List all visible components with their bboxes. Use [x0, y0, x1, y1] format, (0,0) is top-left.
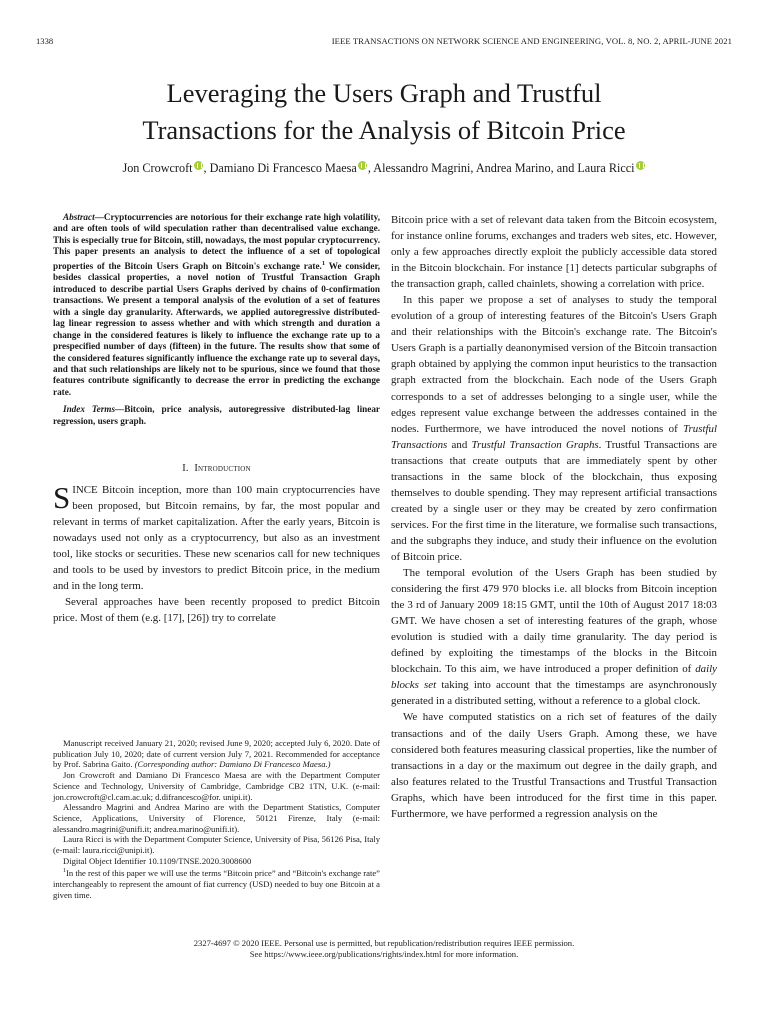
- orcid-icon[interactable]: [636, 161, 645, 170]
- left-column: [53, 212, 380, 626]
- affiliation-2: Alessandro Magrini and Andrea Marino are with the Department Statistics, Computer Science, Applications, University of Florence, 50121 Firenze, Italy (e-mail: alessandro.magrini@unifi.it; andrea.marino@unifi.it).: [53, 802, 380, 834]
- affiliation-3: Laura Ricci is with the Department Computer Science, University of Pisa, 56126 Pisa, Italy (e-mail: laura.ricci@unipi.it).: [53, 834, 380, 856]
- manuscript-note: Manuscript received January 21, 2020; revised June 9, 2020; accepted July 6, 2020. Date of publication July 10, 2020; date of current version July 7, 2021. Recommended for acceptance by Prof. Sabrina Gaito. (Corresponding author: Damiano Di Francesco Maesa.): [53, 738, 380, 770]
- title-line-1: Leveraging the Users Graph and Trustful: [166, 78, 602, 108]
- index-terms: Index Terms—Bitcoin, price analysis, autoregressive distributed-lag linear regression, users graph.: [53, 404, 380, 426]
- author-list: Jon Crowcroft , Damiano Di Francesco Maesa , Alessandro Magrini, Andrea Marino, and Laura Ricci: [30, 159, 738, 177]
- drop-cap: S: [53, 480, 71, 516]
- author-others: Alessandro Magrini, Andrea Marino, and Laura Ricci: [373, 161, 635, 175]
- orcid-icon[interactable]: [194, 161, 203, 170]
- intro-paragraph-1: SINCE Bitcoin inception, more than 100 main cryptocurrencies have been proposed, but Bitcoin remains, by far, the most popular and relevant in terms of market capitalization. After the early years, Bitcoin is nowadays used not only as a cryptocurrency, but also as an investment tool, like stocks or securities. These new scenarios call for new techniques and tools to be used by investors to predict Bitcoin price, in the medium and in the long term.: [53, 480, 380, 593]
- section-heading: I. Introduction: [182, 463, 251, 475]
- author-crowcroft: Jon Crowcroft: [122, 161, 193, 175]
- section-title: Introduction: [194, 463, 251, 475]
- author-maesa: Damiano Di Francesco Maesa: [209, 161, 357, 175]
- abstract-label: Abstract: [63, 212, 95, 222]
- index-terms-text: Bitcoin, price analysis, autoregressive distributed-lag linear regression, users graph.: [53, 404, 380, 426]
- footnote-1: $^1$In the rest of this paper we will use the terms “Bitcoin price” and “Bitcoin's exchange rate” interchangeably to represent the amount of fiat currency (USD) needed to buy one Bitcoin at a given time.: [53, 868, 380, 900]
- footnote-mark[interactable]: 1: [321, 259, 326, 267]
- body-paragraph-3: The temporal evolution of the Users Graph has been studied by considering the first 479 970 blocks i.e. all blocks from Bitcoin inception the 3 rd of January 2009 18:15 GMT, until the 10th of August 2017 18:03 GMT. We have chosen a set of interesting features of the graph, whose evolution is studied with a daily time granularity. The day period is defined by exploiting the timestamps of the blocks in the Bitcoin blockchain. To this aim, we have introduced a proper definition of daily blocks set taking into account that the timestamps are asynchronously generated in a distributed setting, without a reference to a global clock.: [391, 567, 717, 708]
- abstract-text-a: Cryptocurrencies are notorious for their exchange rate high volatility, and are often tools of wild speculation rather than decentralised value exchange. This is especially true for Bitcoin, still, nowadays, the most popular cryptocurrency. This paper presents an analysis to detect the influence of a set of topological properties of the Bitcoin Users Graph on Bitcoin's exchange rate.: [53, 212, 380, 271]
- running-head: [36, 36, 732, 48]
- copyright-notice: 2327-4697 © 2020 IEEE. Personal use is permitted, but republication/redistribution requires IEEE permission. See https://www.ieee.org/publications/rights/index.html for more information.: [193, 938, 575, 959]
- doi[interactable]: Digital Object Identifier 10.1109/TNSE.2020.3008600: [63, 855, 252, 866]
- paper-title: [40, 75, 728, 149]
- abstract: Abstract—Cryptocurrencies are notorious for their exchange rate high volatility, and are often tools of wild speculation rather than decentralised value exchange. This is especially true for Bitcoin, still, nowadays, the most popular cryptocurrency. This paper presents an analysis to detect the influence of a set of topological properties of the Bitcoin Users Graph on Bitcoin's exchange rate.$^1$ We consider, besides classical properties, a novel notion of Trustful Transaction Graph introduced to describe partial Users Graphs derived by chains of 0-confirmation transactions. We present a temporal analysis of the evolution of a set of features with a single day granularity. Afterwards, we applied autoregressive distributed-lag linear regression to assess whether and with which strength and duration a change in the considered features is likely to influence the exchange rate up to a prespecified number of days (fifteen) in the future. The results show that some of the considered features significantly influence the exchange rate up to several days, and that such relationships are likely not to be spurious, since we found that those features contribute significantly to decrease the error in predicting the exchange rate.: [53, 212, 380, 397]
- footnotes: [53, 738, 380, 900]
- body-paragraph-2: In this paper we propose a set of analyses to study the temporal evolution of a group of interesting features of the Bitcoin's Users Graph and their relationships with the Bitcoin's exchange rate. The Bitcoin's Users Graph is a partially deanonymised version of the Bitcoin transaction graph obtained by applying the common input heuristics to the transaction graph extracted from the blockchain. Each node of the Users Graph corresponds to a set of addresses belonging to a single user, while the edges represent value exchange between the addresses contained in the nodes. Furthermore, we have introduced the novel notions of Trustful Transactions and Trustful Transaction Graphs. Trustful Transactions are transactions that create outputs that are immediately spent by other transactions in the same block of the blockchain, thus exposing themselves to double spending. They may represent artificial transactions created by a single user or they may be created by zero confirmation services. For the first time in the literature, we formalise such transactions, and the subgraphs they induce, and study their influence on the evolution of Bitcoin price.: [391, 294, 717, 563]
- journal-name: IEEE TRANSACTIONS ON NETWORK SCIENCE AND ENGINEERING, VOL. 8, NO. 2, APRIL-JUNE 2021: [331, 36, 732, 46]
- right-column: [391, 212, 717, 822]
- affiliation-1: Jon Crowcroft and Damiano Di Francesco Maesa are with the Department Computer Science and Technology, University of Cambridge, Cambridge CB2 1TN, U.K. (e-mail: jon.crowcroft@cl.cam.ac.uk; d.difrancesco@for. unipi.it).: [53, 770, 380, 802]
- orcid-icon[interactable]: [358, 161, 367, 170]
- abstract-text-b: We consider, besides classical properties, a novel notion of Trustful Transaction Graph introduced to describe partial Users Graphs derived by chains of 0-confirmation transactions. We present a temporal analysis of the evolution of a set of features with a single day granularity. Afterwards, we applied autoregressive distributed-lag linear regression to assess whether and with which strength and duration a change in the considered features is likely to influence the exchange rate up to a prespecified number of days (fifteen) in the future. The results show that some of the considered features significantly influence the exchange rate up to several days, and that such relationships are likely not to be spurious, since we found that those features contribute significantly to decrease the error in predicting the exchange rate.: [53, 260, 380, 397]
- title-line-2: Transactions for the Analysis of Bitcoin Price: [142, 115, 626, 145]
- page-number: 1338: [36, 36, 54, 46]
- intro-paragraph-2: Several approaches have been recently proposed to predict Bitcoin price. Most of them (e.g. [17], [26]) try to correlate: [53, 596, 380, 625]
- body-paragraph-4: We have computed statistics on a rich set of features of the daily transactions and of the daily Users Graph. Among these, we have considered both features measuring classical properties, like the number of transactions in a day or the maximum out degree in the daily graph, and also features related to the Trustful Transactions and Trustful Transaction Graphs, which have been introduced for the first time in this paper. Furthermore, we have performed a regression analysis on the: [391, 711, 718, 820]
- body-paragraph-1: Bitcoin price with a set of relevant data taken from the Bitcoin ecosystem, for instance online forums, exchanges and traders web sites, etc. However, only a few approaches directly exploit the publicly accessible data stored in the Bitcoin blockchain. For instance [1] detects particular subgraphs of the transaction graph, called chainlets, showing a correlation with price.: [391, 214, 717, 291]
- index-terms-label: Index Terms: [63, 404, 116, 415]
